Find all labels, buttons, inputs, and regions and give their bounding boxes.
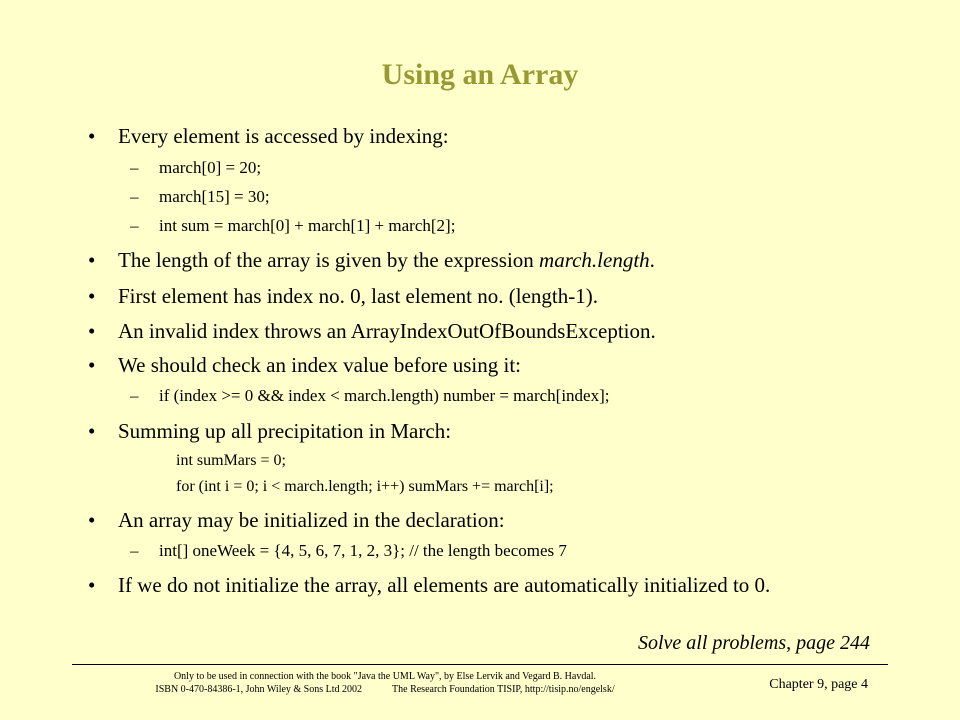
italic-expression: march.length — [539, 248, 650, 272]
sub-item-sum: – int sum = march[0] + march[1] + march[2]; — [130, 216, 456, 235]
dash-marker: – — [130, 541, 139, 560]
sub-item-oneweek: – int[] oneWeek = {4, 5, 6, 7, 1, 2, 3}; // the length becomes 7 — [130, 541, 567, 560]
footer-tisip: The Research Foundation TISIP, http://tisip.no/engelsk/ — [392, 684, 615, 695]
bullet-marker: • — [88, 319, 96, 343]
footer-divider — [72, 664, 888, 665]
dash-marker: – — [130, 386, 139, 405]
dash-marker: – — [130, 187, 139, 206]
footer-isbn: ISBN 0-470-84386-1, John Wiley & Sons Ltd 2002 — [155, 684, 363, 695]
bullet-first-element: • First element has index no. 0, last element no. (length-1). — [88, 284, 598, 308]
sub-item-march0: – march[0] = 20; — [130, 158, 262, 177]
sub-item-if-check: – if (index >= 0 && index < march.length) number = march[index]; — [130, 386, 610, 405]
dash-marker: – — [130, 216, 139, 235]
sub-item-march15: – march[15] = 30; — [130, 187, 270, 206]
bullet-marker: • — [88, 508, 96, 532]
bullet-marker: • — [88, 284, 96, 308]
bullet-default-init: • If we do not initialize the array, all elements are automatically initialized to 0. — [88, 573, 771, 597]
code-line-for: for (int i = 0; i < march.length; i++) sumMars += march[i]; — [176, 478, 554, 495]
bullet-marker: • — [88, 124, 96, 148]
slide-title: Using an Array — [381, 58, 579, 91]
footer-publisher-line — [120, 683, 650, 696]
bullet-marker: • — [88, 248, 96, 272]
bullet-summing: • Summing up all precipitation in March: — [88, 419, 452, 443]
bullet-indexing: • Every element is accessed by indexing: — [88, 124, 449, 148]
bullet-initialized: • An array may be initialized in the declaration: — [88, 508, 505, 532]
bullet-length: • The length of the array is given by the expression march.length. — [88, 248, 655, 272]
dash-marker: – — [130, 158, 139, 177]
footer-book-line: Only to be used in connection with the book "Java the UML Way", by Else Lervik and Vegard B. Havdal. — [173, 671, 597, 682]
bullet-check-index: • We should check an index value before using it: — [88, 353, 522, 377]
chapter-page-label: Chapter 9, page 4 — [769, 677, 868, 692]
footer-credits — [120, 670, 650, 696]
bullet-invalid-index: • An invalid index throws an ArrayIndexOutOfBoundsException. — [88, 319, 656, 343]
solve-problems-note: Solve all problems, page 244 — [637, 632, 870, 654]
bullet-marker: • — [88, 419, 96, 443]
code-line-init: int sumMars = 0; — [176, 452, 286, 469]
bullet-marker: • — [88, 353, 96, 377]
bullet-marker: • — [88, 573, 96, 597]
